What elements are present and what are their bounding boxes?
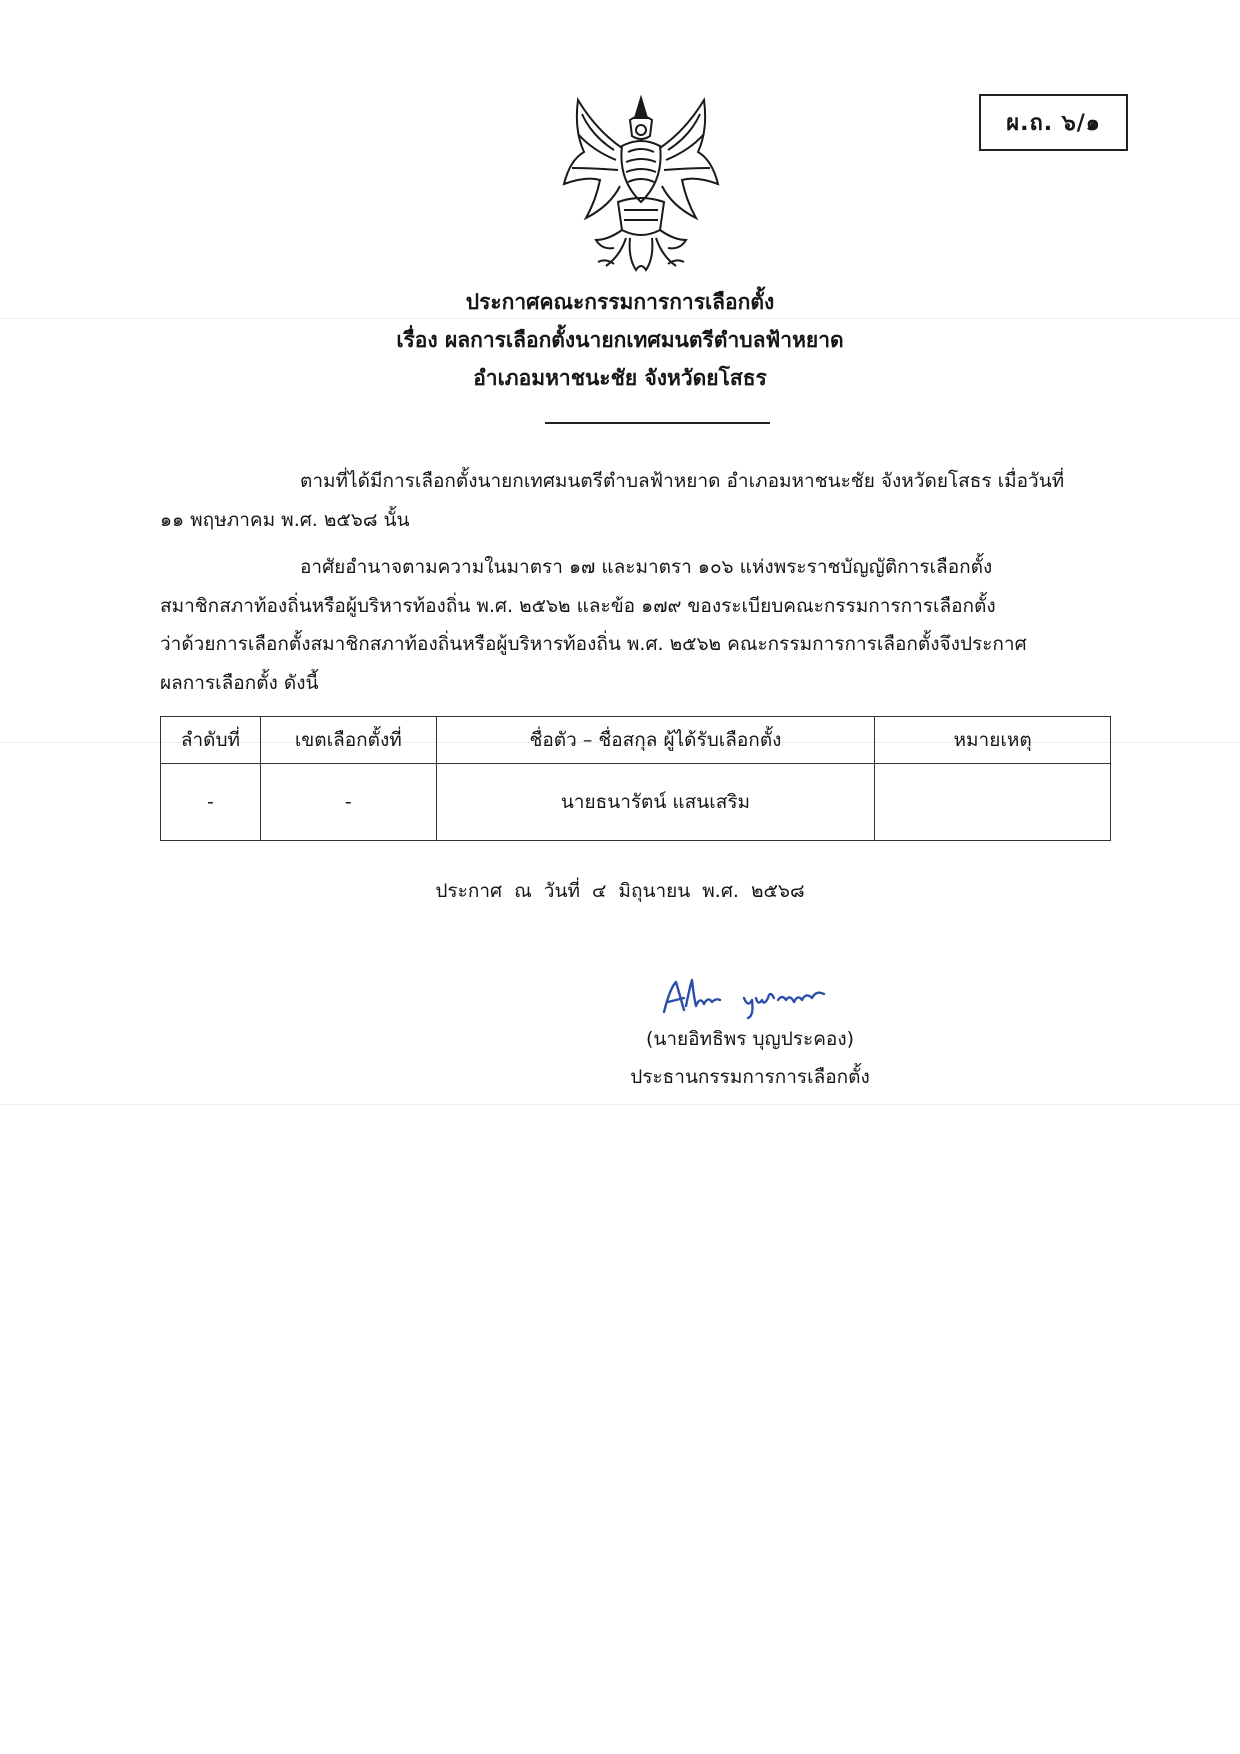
document-title: ประกาศคณะกรรมการการเลือกตั้ง: [465, 290, 775, 314]
column-header-remark: หมายเหตุ: [875, 717, 1111, 764]
signer-name: (นายอิทธิพร บุญประคอง): [645, 1028, 855, 1050]
announcement-date: ประกาศ ณ วันที่ ๔ มิถุนายน พ.ศ. ๒๕๖๘: [435, 880, 805, 902]
scan-artifact-line: [0, 1104, 1240, 1105]
garuda-emblem-icon: [556, 90, 726, 272]
handwritten-signature: [660, 976, 830, 1020]
paragraph-reference: [160, 462, 1117, 539]
election-results-table: [160, 716, 1111, 841]
column-header-name: ชื่อตัว – ชื่อสกุล ผู้ได้รับเลือกตั้ง: [436, 717, 874, 764]
cell-district: -: [260, 764, 436, 841]
column-header-district: เขตเลือกตั้งที่: [260, 717, 436, 764]
column-header-order: ลำดับที่: [161, 717, 261, 764]
cell-elected-name: นายธนารัตน์ แสนเสริม: [436, 764, 874, 841]
paragraph-line: อาศัยอำนาจตามความในมาตรา ๑๗ และมาตรา ๑๐๖ แห่งพระราชบัญญัติการเลือกตั้ง: [300, 556, 993, 578]
form-code-box: ผ.ถ. ๖/๑: [979, 94, 1128, 151]
table-row: [161, 764, 1111, 841]
paragraph-authority: [160, 548, 1117, 702]
paragraph-line: ผลการเลือกตั้ง ดังนี้: [160, 671, 319, 694]
scan-artifact-line: [0, 318, 1240, 319]
paragraph-line: ตามที่ได้มีการเลือกตั้งนายกเทศมนตรีตำบลฟ้าหยาด อำเภอมหาชนะชัย จังหวัดยโสธร เมื่อวันที่: [300, 470, 1065, 492]
document-location: อำเภอมหาชนะชัย จังหวัดยโสธร: [473, 366, 767, 390]
cell-remark: [875, 764, 1111, 841]
document-subject: เรื่อง ผลการเลือกตั้งนายกเทศมนตรีตำบลฟ้าหยาด: [396, 328, 844, 352]
signer-position: ประธานกรรมการการเลือกตั้ง: [630, 1066, 870, 1088]
cell-order: -: [161, 764, 261, 841]
header-divider: [545, 422, 770, 424]
paragraph-line: ว่าด้วยการเลือกตั้งสมาชิกสภาท้องถิ่นหรือผู้บริหารท้องถิ่น พ.ศ. ๒๕๖๒ คณะกรรมการการเลือกตั้งจึงประกาศ: [160, 633, 1027, 655]
table-header-row: [161, 717, 1111, 764]
paragraph-line: ๑๑ พฤษภาคม พ.ศ. ๒๕๖๘ นั้น: [160, 508, 410, 531]
paragraph-line: สมาชิกสภาท้องถิ่นหรือผู้บริหารท้องถิ่น พ.ศ. ๒๕๖๒ และข้อ ๑๗๙ ของระเบียบคณะกรรมการการเลือกตั้ง: [160, 594, 996, 617]
